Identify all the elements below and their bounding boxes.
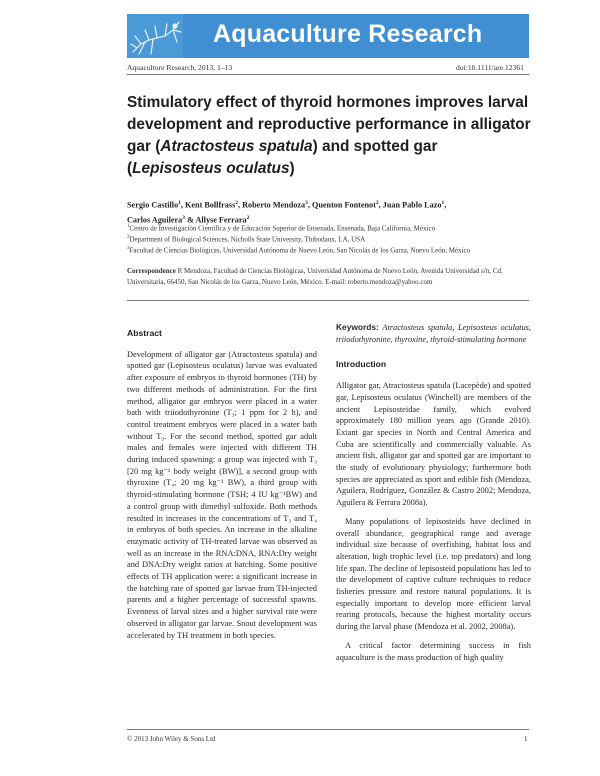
citation: Aquaculture Research, 2013, 1–13 — [127, 63, 233, 72]
introduction-heading: Introduction — [336, 359, 387, 370]
right-column — [336, 322, 531, 663]
author: Quenton Fontenot — [311, 200, 376, 210]
header-divider — [127, 74, 529, 75]
affiliation: $^1$Centro de Investigación Científica y de Educación Superior de Ensenada, Ensenada, Baja California, México — [127, 224, 436, 233]
abstract-text: Development of alligator gar (Atractosteus spatula) and spotted gar (Lepisosteus oculatus) larvae was evaluated after exposure of embryos to thyroid hormones (TH) by two different methods of administration. For the first method, alligator gar embryos were placed in a water bath with triiodothyronine (T₃; 1 ppm for 2 h), and control treatment embryos were placed in a water bath without T₃. For the second method, spotted gar adult males and females were injected with different TH during induced spawning: a group was injected with T₃ [20 mg kg⁻¹ body weight (BW)], a second group with thyroxine (T₄; 20 mg kg⁻¹ BW), a third group with thyroid-stimulating hormone (TSH; 4 IU kg⁻¹BW) and a control group with dimethyl sulfoxide. Both methods resulted in increases in the concentrations of T₃ and T₄ in embryos of both species. An increase in the alkaline enzymatic activity of TH-treated larvae was observed as well as an increase in the RNA:DNA, RNA:Dry weight and DNA:Dry weight ratios at hatching. Some positive effects of TH application were: a significant increase in the hatching rate of spotted gar larvae from TH-injected parents and a higher percentage of successful spawns. Evenness of larval sizes and a higher survival rate were observed in alligator gar larvae. Snout development was accelerated by TH treatment in both species. — [127, 349, 317, 640]
copyright: © 2013 John Wiley & Sons Ltd — [127, 735, 216, 743]
lobster-logo-icon — [127, 14, 183, 58]
author: Sergio Castillo — [127, 200, 179, 210]
abstract-heading: Abstract — [127, 328, 162, 338]
intro-paragraph: A critical factor determining success in fish aquaculture is the mass production of high quality — [336, 640, 531, 662]
journal-title: Aquaculture Research — [213, 20, 483, 48]
affiliation: $^3$Facultad de Ciencias Biológicas, Universidad Autónoma de Nuevo León, San Nicolás de los Garza, Nuevo León, México — [127, 246, 471, 255]
abstract-column — [127, 328, 317, 641]
author: Allyse Ferrara — [195, 215, 247, 225]
article-title: Stimulatory effect of thyroid hormones improves larval development and reproductive performance in alligator gar (Atractosteus spatula) and spotted gar (Lepisosteus oculatus) — [127, 94, 531, 177]
author: Kent Bollfrass — [185, 200, 236, 210]
author: Juan Pablo Lazo — [382, 200, 442, 210]
keywords: Keywords: Atractosteus spatula, Lepisosteus oculatus, triiodothyronine, thyroxine, thyroid-stimulating hormone — [336, 322, 532, 344]
author: Roberto Mendoza — [242, 200, 306, 210]
intro-paragraph: Alligator gar, Atractosteus spatula (Lacepède) and spotted gar, Lepisosteus oculatus (Winchell) are members of the ancient Lepisosteidae family, which evolved approximately 180 million years ago (Grande 2010). Extant gar species in North and Central America and Cuba are scientifically and commercially valuable. As ancient fish, alligator gar and spotted gar are important to the study of evolutionary physiology; furthermore both species are appreciated as sport and edible fish (Mendoza, Aguilera, Rodríguez, González & Castro 2002; Mendoza, Aguilera & Ferrara 2008a). — [336, 381, 531, 508]
doi: doi:10.1111/are.12361 — [456, 63, 524, 72]
intro-paragraph: Many populations of lepisosteids have declined in overall abundance, geographical range and average individual size because of overfishing, habitat loss and alteration, high trophic level (i.e. top predators) and long life span. The decline of lepisosteid populations has led to the development of captive culture techniques to reduce fisheries pressure and restore natural populations. It is especially important to develop more efficient larval rearing protocols, because the highest mortality occurs during the larval phase (Mendoza et al. 2002, 2008a). — [336, 516, 531, 632]
journal-banner — [127, 14, 529, 58]
author-list: Sergio Castillo$^1$, Kent Bollfrass$^2$, Roberto Mendoza$^3$, Quenton Fontenot$^2$, Juan Pablo Lazo$^1$, Carlos Aguilera$^3$ & Allyse Ferrara$^2$ — [127, 200, 447, 225]
page-number: 1 — [524, 735, 528, 743]
footer-divider — [127, 729, 529, 730]
author: Carlos Aguilera — [127, 215, 183, 225]
section-divider — [127, 300, 529, 301]
affiliation: $^2$Department of Biological Sciences, Nicholls State University, Thibodaux, LA, USA — [127, 235, 366, 244]
correspondence: Correspondence R Mendoza, Facultad de Ciencias Biológicas, Universidad Autónoma de Nuevo León, Avenida Universidad s/n, Cd. Universitaria, 66450, San Nicolás de los Garza, Nuevo León, México. E-mail: roberto.mendoza@yahoo.com — [127, 267, 503, 286]
